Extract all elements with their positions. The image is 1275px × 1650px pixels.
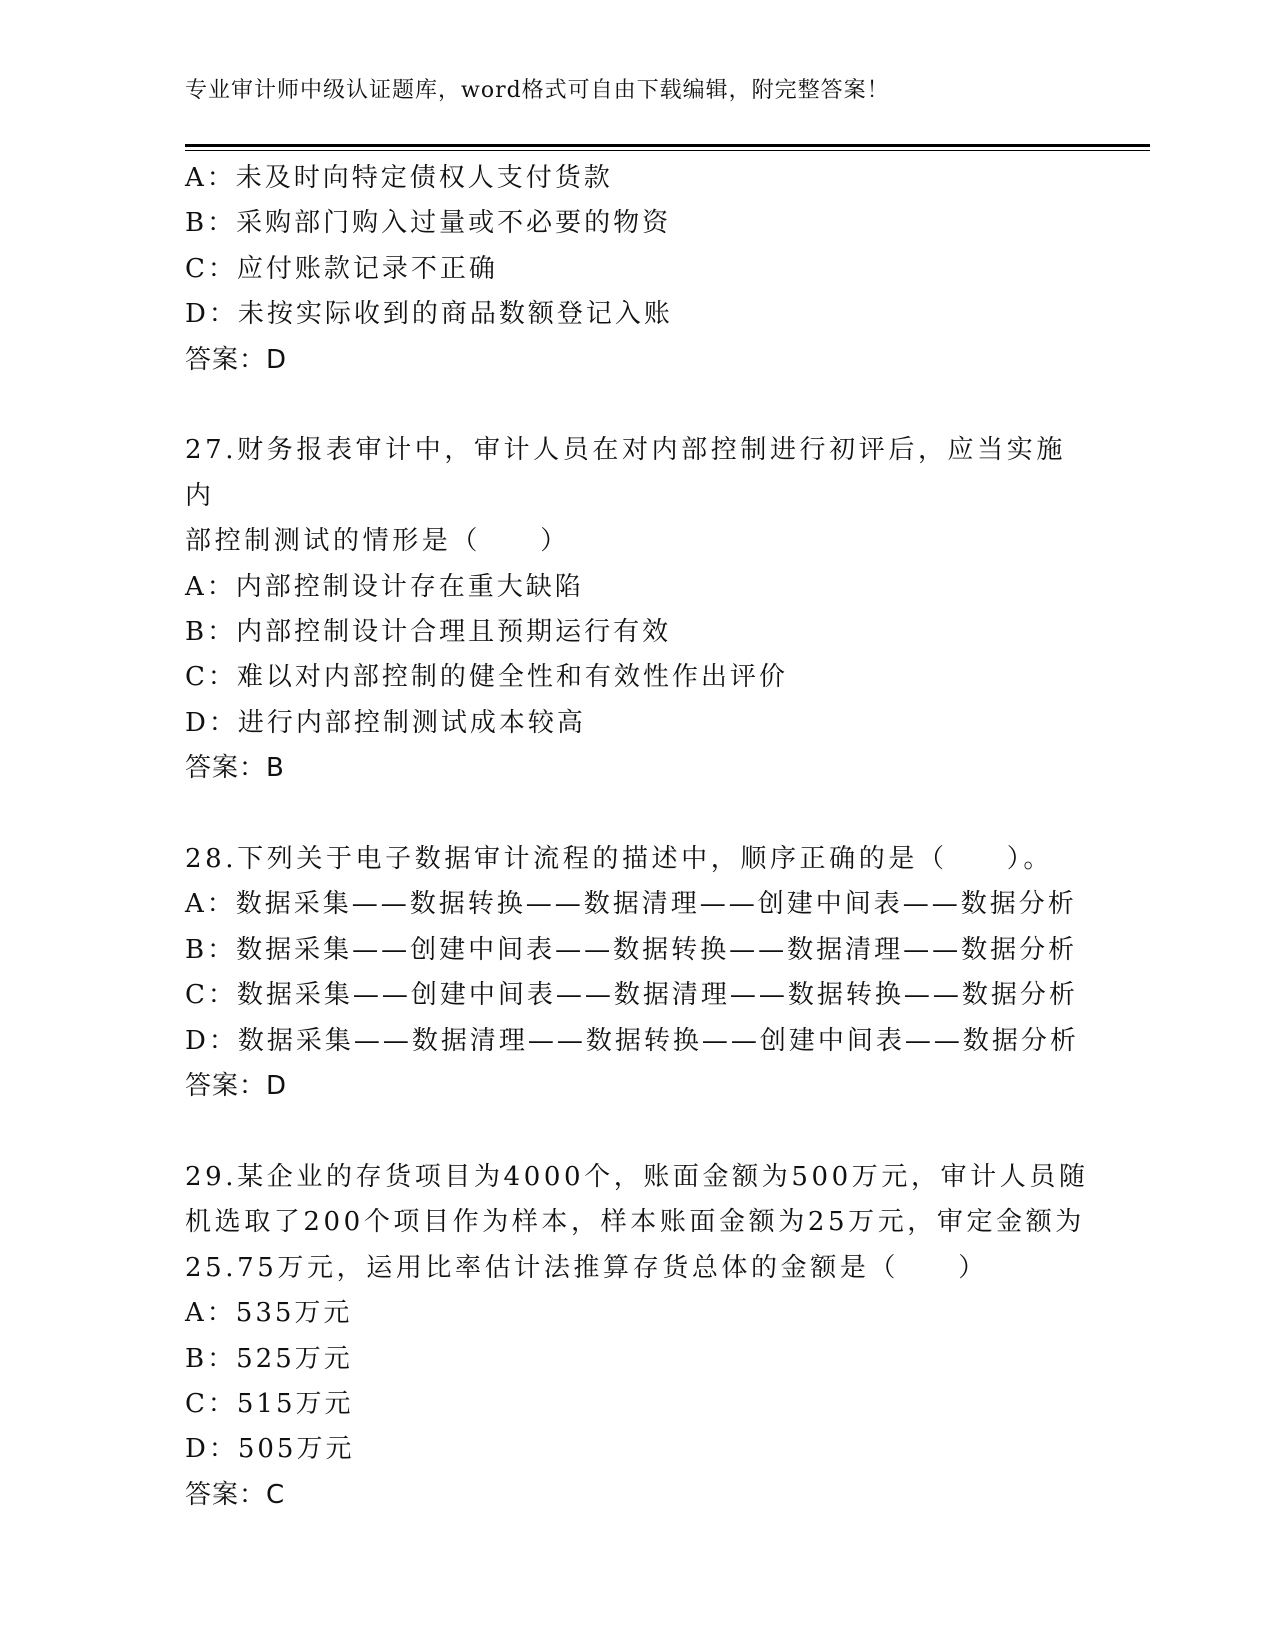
option-a: A：数据采集——数据转换——数据清理——创建中间表——数据分析 <box>185 889 1077 920</box>
answer-line: 答案：D <box>185 344 288 375</box>
option-d: D：505万元 <box>185 1434 355 1465</box>
header-divider <box>185 144 1150 152</box>
header-divider-thin <box>185 150 1150 151</box>
option-c: C：应付账款记录不正确 <box>185 253 498 284</box>
header-divider-thick <box>185 144 1150 147</box>
question-stem: 28.下列关于电子数据审计流程的描述中，顺序正确的是（ ）。 <box>185 844 1053 875</box>
spacer <box>185 792 1095 837</box>
question-28 <box>185 837 1095 1109</box>
option-d: D：进行内部控制测试成本较高 <box>185 707 586 738</box>
option-d: D：未按实际收到的商品数额登记入账 <box>185 299 673 330</box>
option-c: C：数据采集——创建中间表——数据清理——数据转换——数据分析 <box>185 980 1078 1011</box>
question-stem: 29.某企业的存货项目为4000个，账面金额为500万元，审计人员随 <box>185 1161 1089 1192</box>
question-stem: 部控制测试的情形是（ ） <box>185 526 570 557</box>
option-a: A：未及时向特定债权人支付货款 <box>185 163 613 193</box>
question-stem: 机选取了200个项目作为样本，样本账面金额为25万元，审定金额为 <box>185 1207 1085 1238</box>
option-b: B：数据采集——创建中间表——数据转换——数据清理——数据分析 <box>185 934 1078 965</box>
question-26 <box>185 156 1095 383</box>
spacer <box>185 383 1095 428</box>
spacer <box>185 1110 1095 1155</box>
question-stem: 27.财务报表审计中，审计人员在对内部控制进行初评后，应当实施内 <box>185 435 1066 511</box>
option-d: D：数据采集——数据清理——数据转换——创建中间表——数据分析 <box>185 1025 1079 1056</box>
question-27 <box>185 428 1095 791</box>
option-b: B：525万元 <box>185 1343 353 1374</box>
option-c: C：难以对内部控制的健全性和有效性作出评价 <box>185 662 788 693</box>
answer-line: 答案：C <box>185 1479 286 1510</box>
page-header: 专业审计师中级认证题库，word格式可自由下载编辑，附完整答案！ <box>185 78 890 103</box>
option-a: A：535万元 <box>185 1298 353 1329</box>
question-list <box>185 156 1095 1518</box>
answer-line: 答案：D <box>185 1071 288 1102</box>
answer-line: 答案：B <box>185 753 285 784</box>
question-stem: 25.75万元，运用比率估计法推算存货总体的金额是（ ） <box>185 1252 988 1283</box>
option-a: A：内部控制设计存在重大缺陷 <box>185 571 584 602</box>
question-29 <box>185 1155 1095 1518</box>
option-b: B：采购部门购入过量或不必要的物资 <box>185 208 672 239</box>
option-b: B：内部控制设计合理且预期运行有效 <box>185 617 672 648</box>
option-c: C：515万元 <box>185 1388 354 1419</box>
